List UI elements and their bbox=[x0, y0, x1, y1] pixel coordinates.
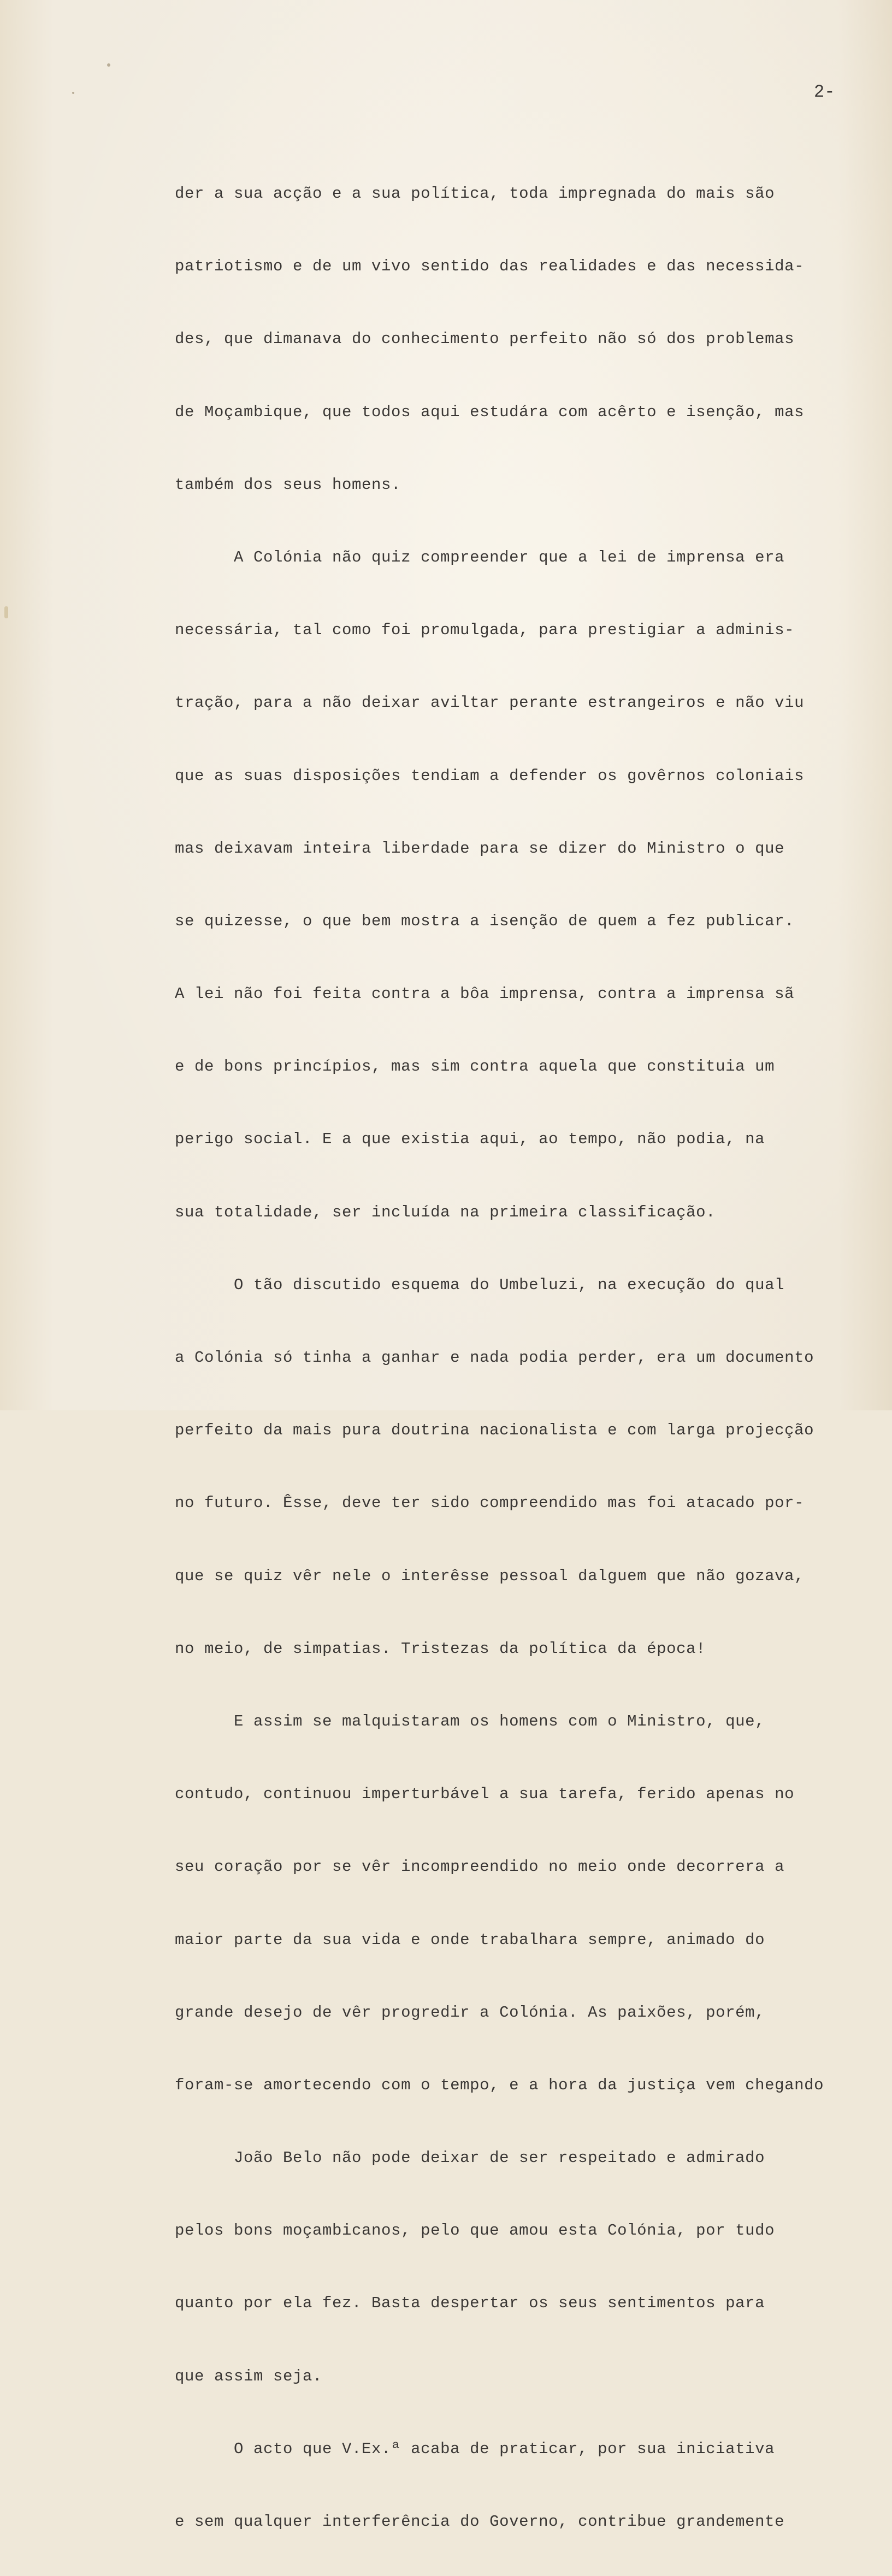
text-line: contudo, continuou imperturbável a sua tarefa, ferido apenas no bbox=[175, 1785, 795, 1804]
text-line: maior parte da sua vida e onde trabalhara sempre, animado do bbox=[175, 1930, 765, 1949]
body-text bbox=[175, 139, 892, 2576]
text-line: O acto que V.Ex.ª acaba de praticar, por sua iniciativa bbox=[175, 2439, 775, 2458]
text-line: que se quiz vêr nele o interêsse pessoal dalguem que não gozava, bbox=[175, 1567, 805, 1585]
text-line: a Colónia só tinha a ganhar e nada podia perder, era um documento bbox=[175, 1349, 814, 1367]
text-line: quanto por ela fez. Basta despertar os seus sentimentos para bbox=[175, 2294, 765, 2313]
text-line: E assim se malquistaram os homens com o Ministro, que, bbox=[175, 1712, 765, 1730]
text-line: O tão discutido esquema do Umbeluzi, na execução do qual bbox=[175, 1275, 785, 1294]
text-line: que as suas disposições tendiam a defender os govêrnos coloniais bbox=[175, 766, 805, 785]
text-line: e sem qualquer interferência do Governo, contribue grandemente bbox=[175, 2513, 785, 2531]
paper-speck bbox=[107, 63, 110, 67]
page-number: 2- bbox=[814, 82, 835, 102]
text-line: grande desejo de vêr progredir a Colónia. As paixões, porém, bbox=[175, 2003, 765, 2022]
paper-speck bbox=[4, 606, 8, 618]
text-line: de Moçambique, que todos aqui estudára com acêrto e isenção, mas bbox=[175, 403, 805, 421]
text-line: também dos seus homens. bbox=[175, 475, 401, 494]
text-line: der a sua acção e a sua política, toda impregnada do mais são bbox=[175, 185, 775, 203]
text-line: necessária, tal como foi promulgada, para prestigiar a adminis- bbox=[175, 621, 795, 640]
text-line: perigo social. E a que existia aqui, ao tempo, não podia, na bbox=[175, 1130, 765, 1149]
text-line: que assim seja. bbox=[175, 2367, 323, 2385]
text-line: perfeito da mais pura doutrina nacionalista e com larga projecção bbox=[175, 1421, 814, 1440]
text-line: no futuro. Êsse, deve ter sido compreendido mas foi atacado por- bbox=[175, 1494, 805, 1512]
text-line: seu coração por se vêr incompreendido no meio onde decorrera a bbox=[175, 1858, 785, 1876]
text-line: João Belo não pode deixar de ser respeitado e admirado bbox=[175, 2149, 765, 2167]
text-line: foram-se amortecendo com o tempo, e a hora da justiça vem chegando bbox=[175, 2076, 824, 2094]
text-line: tração, para a não deixar aviltar perante estrangeiros e não viu bbox=[175, 694, 805, 712]
text-line: se quizesse, o que bem mostra a isenção de quem a fez publicar. bbox=[175, 912, 795, 930]
text-line: no meio, de simpatias. Tristezas da política da época! bbox=[175, 1639, 706, 1658]
text-line: sua totalidade, ser incluída na primeira classificação. bbox=[175, 1203, 716, 1221]
paper-speck bbox=[72, 92, 74, 94]
text-line: e de bons princípios, mas sim contra aquela que constituia um bbox=[175, 1057, 775, 1076]
text-line: mas deixavam inteira liberdade para se dizer do Ministro o que bbox=[175, 839, 785, 858]
text-line: A lei não foi feita contra a bôa imprensa, contra a imprensa sã bbox=[175, 985, 795, 1003]
text-line: A Colónia não quiz compreender que a lei de imprensa era bbox=[175, 548, 785, 566]
text-line: patriotismo e de um vivo sentido das realidades e das necessida- bbox=[175, 257, 805, 276]
text-line: pelos bons moçambicanos, pelo que amou esta Colónia, por tudo bbox=[175, 2221, 775, 2240]
text-line: des, que dimanava do conhecimento perfeito não só dos problemas bbox=[175, 330, 795, 348]
